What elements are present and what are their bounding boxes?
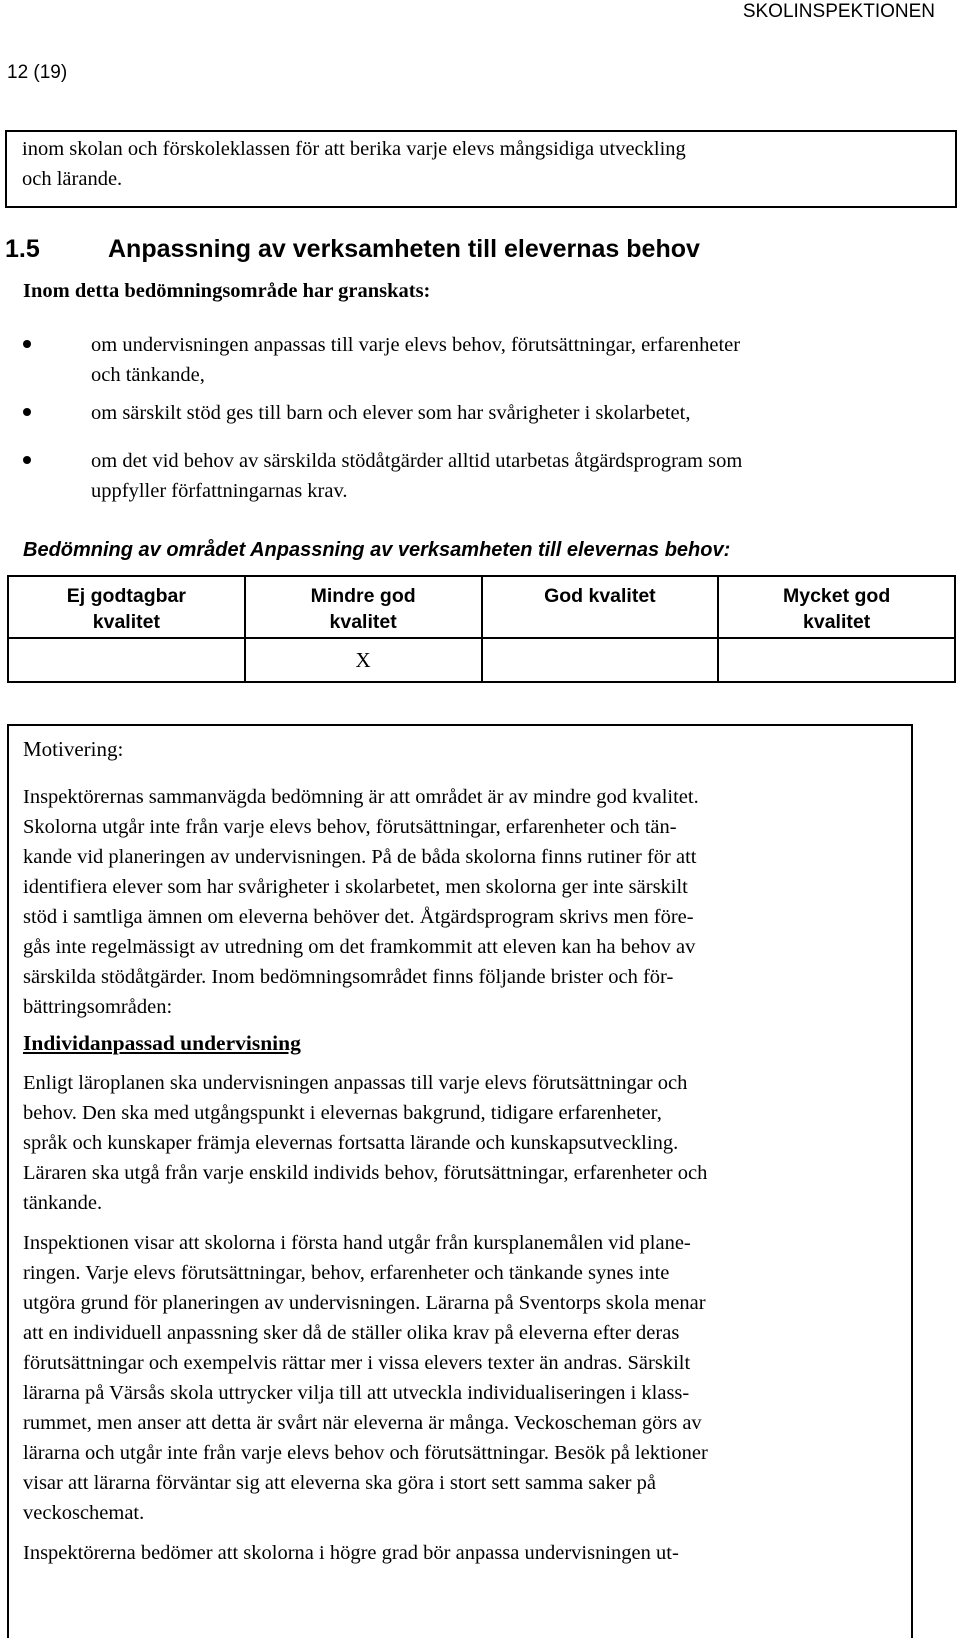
bullet-line: och tänkande, — [91, 364, 205, 386]
conclusion-paragraph — [23, 1538, 907, 1568]
text-line: ringen. Varje elevs förutsättningar, behov, erfarenheter och tänkande synes inte — [23, 1262, 670, 1284]
bullet-icon — [23, 340, 31, 348]
bullet-icon — [23, 456, 31, 464]
bullet-line: om det vid behov av särskilda stödåtgärder alltid utarbetas åtgärdsprogram som — [91, 450, 743, 472]
text-line: behov. Den ska med utgångspunkt i elevernas bakgrund, tidigare erfarenheter, — [23, 1102, 662, 1124]
rating-header-line: Mindre god — [310, 585, 416, 607]
text-line: bättringsområden: — [23, 996, 173, 1018]
motivation-label: Motivering: — [23, 737, 124, 761]
text-line: Läraren ska utgå från varje enskild individs behov, förutsättningar, erfarenheter och — [23, 1162, 708, 1184]
rating-column-header — [482, 576, 719, 638]
text-line: Enligt läroplanen ska undervisningen anpassas till varje elevs förutsättningar och — [23, 1072, 688, 1094]
rating-header-line: Ej godtagbar — [66, 585, 186, 607]
text-line: Skolorna utgår inte från varje elevs behov, förutsättningar, erfarenheter och tän- — [23, 816, 677, 838]
bullet-line: om särskilt stöd ges till barn och elever som har svårigheter i skolarbetet, — [91, 402, 691, 424]
section-title: Anpassning av verksamheten till elevernas behov — [108, 235, 700, 263]
rating-header-line: Mycket god — [782, 585, 891, 607]
text-line: språk och kunskaper främja elevernas fortsatta lärande och kunskapsutveckling. — [23, 1132, 679, 1154]
rating-mark-cell: X — [245, 638, 482, 682]
text-line: att en individuell anpassning sker då de ställer olika krav på eleverna efter deras — [23, 1322, 680, 1344]
rating-table — [7, 575, 956, 683]
rating-header-line: kvalitet — [803, 611, 871, 633]
text-line: tänkande. — [23, 1192, 103, 1214]
text-line: kande vid planeringen av undervisningen. På de båda skolorna finns rutiner för att — [23, 846, 697, 868]
text-line: lärarna på Värsås skola uttrycker vilja till att utveckla individualiseringen i klass- — [23, 1382, 690, 1404]
rating-mark-cell — [718, 638, 955, 682]
text-line: Inspektionen visar att skolorna i första hand utgår från kursplanemålen vid plane- — [23, 1232, 691, 1254]
rating-mark-cell — [8, 638, 245, 682]
rating-header-line: kvalitet — [329, 611, 397, 633]
rating-header-row — [8, 576, 955, 638]
requirement-paragraph — [23, 1068, 907, 1218]
text-line: förutsättningar och exempelvis rättar mer i vissa elevers texter än andras. Särskilt — [23, 1352, 691, 1374]
section-number: 1.5 — [5, 235, 40, 263]
intro-text — [22, 134, 945, 194]
subheading: Individanpassad undervisning — [23, 1031, 301, 1055]
text-line: veckoschemat. — [23, 1502, 145, 1524]
intro-line: och lärande. — [22, 168, 123, 190]
text-line: särskilda stödåtgärder. Inom bedömningsområdet finns följande brister och för- — [23, 966, 674, 988]
scope-intro: Inom detta bedömningsområde har granskats: — [23, 280, 431, 302]
findings-paragraph — [23, 1228, 907, 1528]
bullet-icon — [23, 408, 31, 416]
text-line: identifiera elever som har svårigheter i skolarbetet, men skolorna ger inte särskilt — [23, 876, 688, 898]
page-number: 12 (19) — [7, 62, 68, 83]
header-agency-name: SKOLINSPEKTIONEN — [742, 1, 935, 22]
text-line: visar att lärarna förväntar sig att eleverna ska göra i stort sett samma saker på — [23, 1472, 656, 1494]
bullet-line: uppfyller författningarnas krav. — [91, 480, 348, 502]
rating-column-header — [8, 576, 245, 638]
motivation-content — [23, 734, 907, 1568]
rating-column-header — [718, 576, 955, 638]
intro-text-box — [5, 130, 957, 208]
rating-header-line: kvalitet — [92, 611, 160, 633]
intro-line: inom skolan och förskoleklassen för att berika varje elevs mångsidiga utveckling — [22, 138, 686, 160]
motivation-paragraph — [23, 782, 907, 1022]
rating-header-line: God kvalitet — [544, 585, 656, 607]
text-line: Inspektörernas sammanvägda bedömning är att området är av mindre god kvalitet. — [23, 786, 699, 808]
motivation-box — [7, 724, 913, 1638]
section-heading — [5, 234, 700, 264]
rating-mark-cell — [482, 638, 719, 682]
rating-heading: Bedömning av området Anpassning av verksamheten till elevernas behov: — [23, 539, 731, 561]
text-line: gås inte regelmässigt av utredning om det framkommit att eleven kan ha behov av — [23, 936, 696, 958]
bullet-line: om undervisningen anpassas till varje elevs behov, förutsättningar, erfarenheter — [91, 334, 741, 356]
rating-column-header — [245, 576, 482, 638]
text-line: rummet, men anser att detta är svårt när eleverna är många. Veckoscheman görs av — [23, 1412, 702, 1434]
text-line: stöd i samtliga ämnen om eleverna behöver det. Åtgärdsprogram skrivs men före- — [23, 906, 694, 928]
rating-mark-row — [8, 638, 955, 682]
text-line: utgöra grund för planeringen av undervisningen. Lärarna på Sventorps skola menar — [23, 1292, 706, 1314]
text-line: lärarna och utgår inte från varje elevs behov och förutsättningar. Besök på lektioner — [23, 1442, 708, 1464]
text-line: Inspektörerna bedömer att skolorna i högre grad bör anpassa undervisningen ut- — [23, 1542, 679, 1564]
